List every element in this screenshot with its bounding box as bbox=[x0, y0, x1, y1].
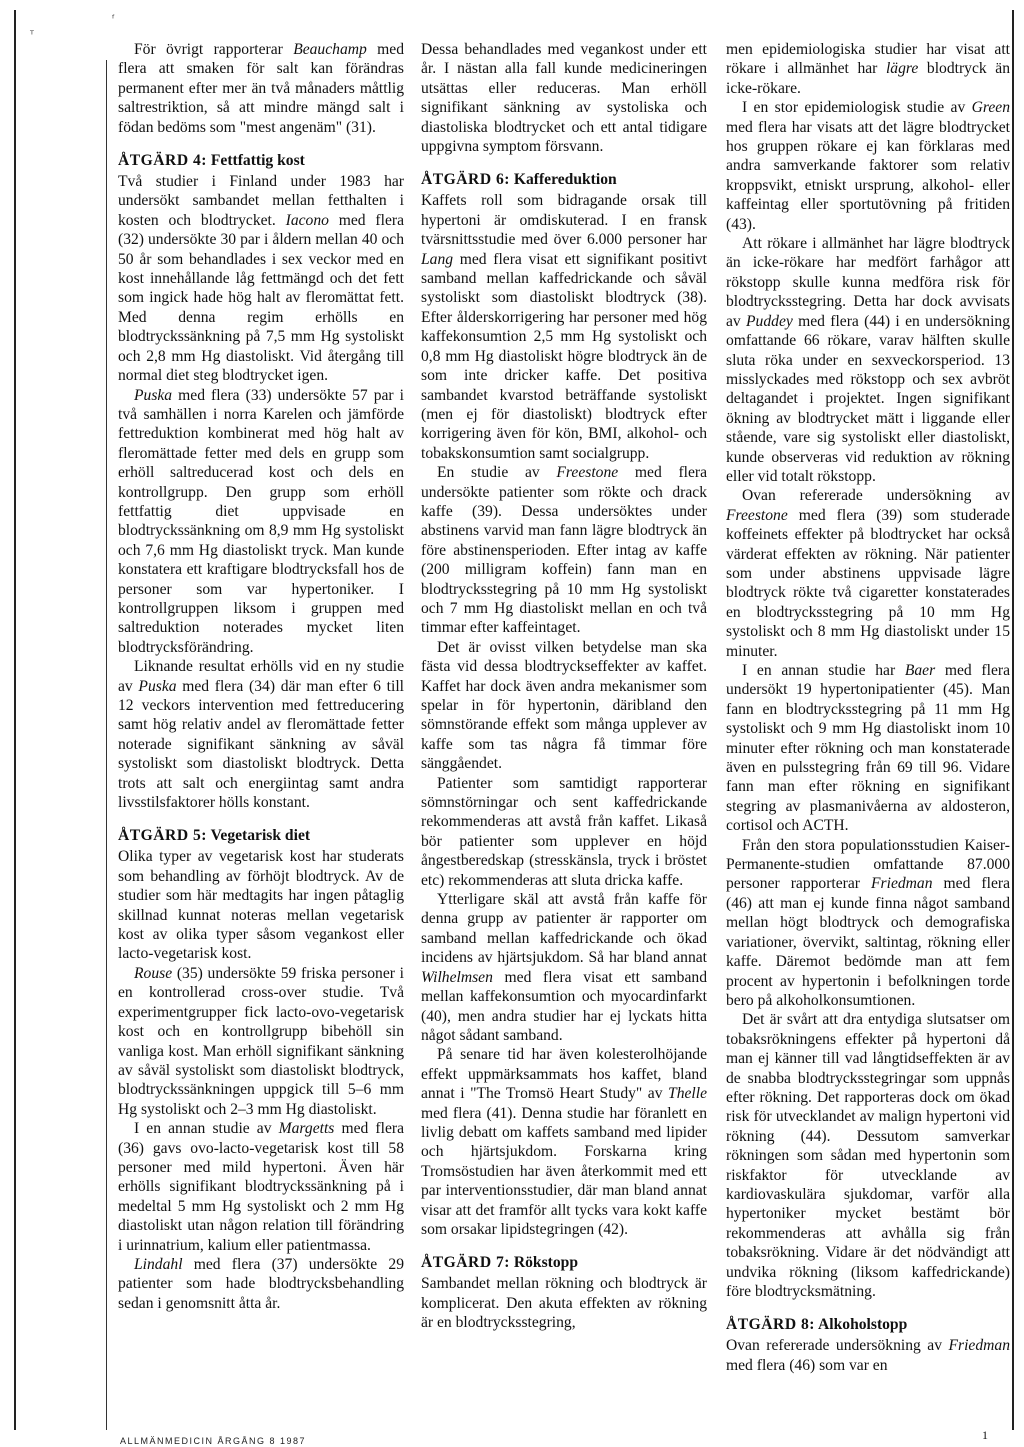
paragraph: I en annan studie har Baer med flera undersökt 19 hypertonipatienter (45). Man fann en blodtrycksstegring på 11 mm Hg systoliskt och 9 mm Hg diastoliskt inom 10 minuter efter rökning och man konstaterade även en pulsstegring från 69 till 96. Vidare fann man efter rökning en signifikant stegring av plasmanivåerna av aldosteron, cortisol och ACTH. bbox=[726, 662, 1010, 835]
scan-mark-top: ᶠ bbox=[112, 14, 115, 25]
paragraph: Liknande resultat erhölls vid en ny studie av Puska med flera (34) där man efter 6 till 12 veckors intervention med fettreducering samt hög relativ andel av fleromättade fetter noterade signifikant sänkning av såväl systoliskt som diastoliskt blodtryck. Detta trots att salt och energiintag samt andra livsstilsfaktorer hölls konstant. bbox=[118, 658, 404, 812]
column-1 bbox=[118, 40, 404, 1420]
section-heading-atgard-7: ÅTGÄRD 7: Rökstopp bbox=[421, 1254, 579, 1272]
page-number: 1 bbox=[982, 1428, 988, 1442]
paragraph: men epidemiologiska studier har visat att rökare i allmänhet har lägre blodtryck än icke-rökare. bbox=[726, 41, 1010, 97]
paragraph: Patienter som samtidigt rapporterar sömnstörningar och sent kaffedrickande rekommenderas att avstå från kaffet. Likaså bör patienter som upplever en höjd ångestberedskap (stresskänsla, tryck i bröstet etc) rekommenderas att sluta dricka kaffe. bbox=[421, 774, 707, 889]
section-heading-atgard-8: ÅTGÄRD 8: Alkoholstopp bbox=[726, 1316, 908, 1334]
paragraph: Ovan refererade undersökning av Friedman med flera (46) som var en bbox=[726, 1337, 1010, 1374]
paragraph: Ovan refererade undersökning av Freestone med flera (39) som studerade koffeinets effekter på blodtrycket har också värderat effekten av rökning. När patienter som under abstinens uppvisade lägre blodtryck rökte två cigaretter konstaterades en blodtrycksstegring på 10 mm Hg systoliskt och 8 mm Hg diastoliskt under 15 minuter. bbox=[726, 487, 1010, 660]
paragraph: Två studier i Finland under 1983 har undersökt sambandet mellan fetthalten i kosten och blodtrycket. Iacono med flera (32) undersökte 30 par i åldern mellan 40 och 50 år som behandlades i sex veckor med en kost innehållande låg fettmängd och det fett som ingick hade hög halt av fleromättat fett. Med denna regim erhölls en blodtryckssänkning på 7,5 mm Hg systoliskt och 2,8 mm Hg diastoliskt. Vid återgång till normal diet steg blodtrycket igen. bbox=[118, 173, 404, 385]
left-margin-rule bbox=[14, 10, 16, 1430]
paragraph: Puska med flera (33) undersökte 57 par i två samhällen i norra Karelen och jämförde fettreduktion kombinerat med hög halt av fleromättade fetter med dels en grupp som erhöll saltreducerad kost och dels en kontrollgrupp. Den grupp som erhöll fettfattig diet uppvisade en blodtryckssänkning om 8,9 mm Hg systoliskt och 7,6 mm Hg diastoliskt tryck. Man kunde konstatera ett kraftigare blodtrycksfall hos de personer som var hypertoniker. I kontrollgruppen liksom i gruppen med saltreduktion noterades mycket liten blodtrycksförändring. bbox=[118, 386, 404, 656]
paragraph: I en stor epidemiologisk studie av Green med flera har visats att det lägre blodtrycket hos gruppen rökare ej kan förklaras med andra samverkande faktorer som relativ kroppsvikt, etniskt ursprung, alkohol- eller kaffeintag eller sportutövning på fritiden (43). bbox=[726, 99, 1010, 233]
section-heading-atgard-4: ÅTGÄRD 4: Fettfattig kost bbox=[118, 152, 305, 170]
right-margin-rule bbox=[1012, 10, 1014, 1430]
paragraph: I en annan studie av Margetts med flera (36) gavs ovo-lacto-vegetarisk kost till 58 personer med mild hypertoni. Även här erhölls signifikant blodtryckssänkning på i medeltal 5 mm Hg systoliskt och 2 mm Hg diastoliskt utan någon relation till förändring i urinnatrium, kalium eller patientmassa. bbox=[118, 1120, 404, 1254]
journal-footer: ALLMÄNMEDICIN ÅRGÅNG 8 1987 bbox=[120, 1436, 307, 1446]
paragraph: På senare tid har även kolesterolhöjande effekt uppmärksammats hos kaffet, bland annat i "The Tromsö Heart Study" av Thelle med flera (41). Denna studie har föranlett en livlig debatt om kaffets samband med lipider och hjärtsjukdom. Forskarna kring Tromsöstudien har även återkommit med ett par interventionsstudier, där man bland annat visar att det framför allt tycks vara kokt kaffe som orsakar lipidstegringen (42). bbox=[421, 1046, 707, 1238]
paragraph: Kaffets roll som bidragande orsak till hypertoni är omdiskuterad. I en fransk tvärsnittsstudie med över 6.000 personer har Lang med flera visat ett signifikant positivt samband mellan kaffedrickande och såväl systoliskt som diastoliskt blodtryck (38). Efter ålderskorrigering har personer med hög kaffekonsumtion 2,5 mm Hg systoliskt och 0,8 mm Hg diastoliskt högre blodtryck än de som inte dricker kaffe. Det positiva sambandet kvarstod beträffande systoliskt (men ej för diastoliskt) blodtryck efter korrigering även för kön, BMI, alkohol- och tobakskonsumtion samt socialgrupp. bbox=[421, 192, 707, 462]
paragraph: Det är svårt att dra entydiga slutsatser om tobaksrökningens effekter på hypertoni då man ej känner till vad långtidseffekten är av de snabba blodtrycksstegringar som uppnås efter rökning. Det rapporteras dock om ökad risk för utvecklandet av malign hypertoni vid rökning (44). Dessutom samverkar rökningen som sådan med hypertonin som riskfaktor för utvecklande av kardiovaskulära sjukdomar, varför alla hypertoniker mycket bestämt bör rekommenderas att avhålla sig från tobaksrökning. Vidare är det nödvändigt att undvika rökning (liksom kaffedrickande) före blodtrycksmätning. bbox=[726, 1011, 1010, 1300]
paragraph: Dessa behandlades med vegankost under ett år. I nästan alla fall kunde medicineringen utsättas eller reduceras. Man erhöll signifikant sänkning av systoliska och diastoliska blodtrycket och ett antal tidigare uppgivna symptom försvann. bbox=[421, 41, 707, 156]
paragraph: Lindahl med flera (37) undersökte 29 patienter som hade blodtrycksbehandling sedan i genomsnitt åtta år. bbox=[118, 1255, 404, 1312]
paragraph: Sambandet mellan rökning och blodtryck är komplicerat. Den akuta effekten av rökning är en blodtrycksstegring, bbox=[421, 1275, 707, 1332]
column-3 bbox=[726, 40, 1010, 1420]
paragraph: Ytterligare skäl att avstå från kaffe för denna grupp av patienter är rapporter om samband mellan kaffedrickande och ökad incidens av hjärtsjukdom. Så har bland annat Wilhelmsen med flera visat ett samband mellan kaffekonsumtion och myocardinfarkt (40), men andra studier har ej lyckats hitta något sådant samband. bbox=[421, 891, 707, 1044]
paragraph: Det är ovisst vilken betydelse man ska fästa vid dessa blodtryckseffekter av kaffet. Kaffet har dock även andra mekanismer som spelar in för hypertonin, däribland den sömnstörande effekt som många upplever av kaffe som tas några få timmar före sänggåendet. bbox=[421, 638, 707, 773]
scan-mark-left: ᵀ bbox=[30, 30, 34, 41]
section-heading-atgard-6: ÅTGÄRD 6: Kaffereduktion bbox=[421, 171, 617, 189]
paragraph: För övrigt rapporterar Beauchamp med flera att smaken för salt kan förändras permanent efter mer än två månaders måttlig saltrestriktion, så att mindre mängd salt i födan bedöms som "mest angenäm" (31). bbox=[118, 41, 404, 136]
paragraph: Olika typer av vegetarisk kost har studerats som behandling av förhöjt blodtryck. Av de studier som här medtagits har ingen påtaglig skillnad kunnat noteras mellan vegetarisk kost av olika typer såsom vegankost eller lacto-vegetarisk kost. bbox=[118, 848, 404, 963]
paragraph: Från den stora populationsstudien Kaiser-Permanente-studien omfattande 87.000 personer rapporterar Friedman med flera (46) att man ej kunde finna något samband mellan högt blodtryck och demografiska variationer, övervikt, saltintag, rökning eller kaffe. Däremot bedömde man att fem procent av hypertonin i befolkningen torde bero på alkoholkonsumtionen. bbox=[726, 836, 1010, 1009]
column-2 bbox=[421, 40, 707, 1420]
paragraph: Att rökare i allmänhet har lägre blodtryck än icke-rökare har medfört farhågor att rökstopp skulle kunna medföra risk för blodtrycksstegring. Detta har dock avvisats av Puddey med flera (44) i en undersökning omfattande 66 rökare, varav hälften skulle sluta röka under en sexveckorsperiod. 13 misslyckades med rökstopp och sex avbröt deltagandet i projektet. Ingen signifikant ökning av blodtrycket mätt i liggande eller stående, vare sig systoliskt eller diastoliskt, kunde observeras vid reduktion av rökning eller vid totalt rökstopp. bbox=[726, 235, 1010, 485]
paragraph: En studie av Freestone med flera undersökte patienter som rökte och drack kaffe (39). Dessa undersöktes under abstinens varvid man fann lägre blodtryck än före abstinensperioden. Efter intag av kaffe (200 milligram koffein) fann man en blodtrycksstegring på 10 mm Hg systoliskt och 7 mm Hg diastoliskt mellan en och två timmar efter kaffeintaget. bbox=[421, 464, 707, 637]
column-rule bbox=[106, 60, 107, 1430]
section-heading-atgard-5: ÅTGÄRD 5: Vegetarisk diet bbox=[118, 827, 311, 845]
paragraph: Rouse (35) undersökte 59 friska personer i en kontrollerad cross-over studie. Två experimentgrupper fick lacto-ovo-vegetarisk kost och en kontrollgrupp bibehöll sin vanliga kost. Man erhöll signifikant sänkning av såväl systoliskt som diastoliskt blodtryck, blodtryckssänkningen uppgick till 5–6 mm Hg systoliskt och 2–3 mm Hg diastoliskt. bbox=[118, 964, 404, 1118]
